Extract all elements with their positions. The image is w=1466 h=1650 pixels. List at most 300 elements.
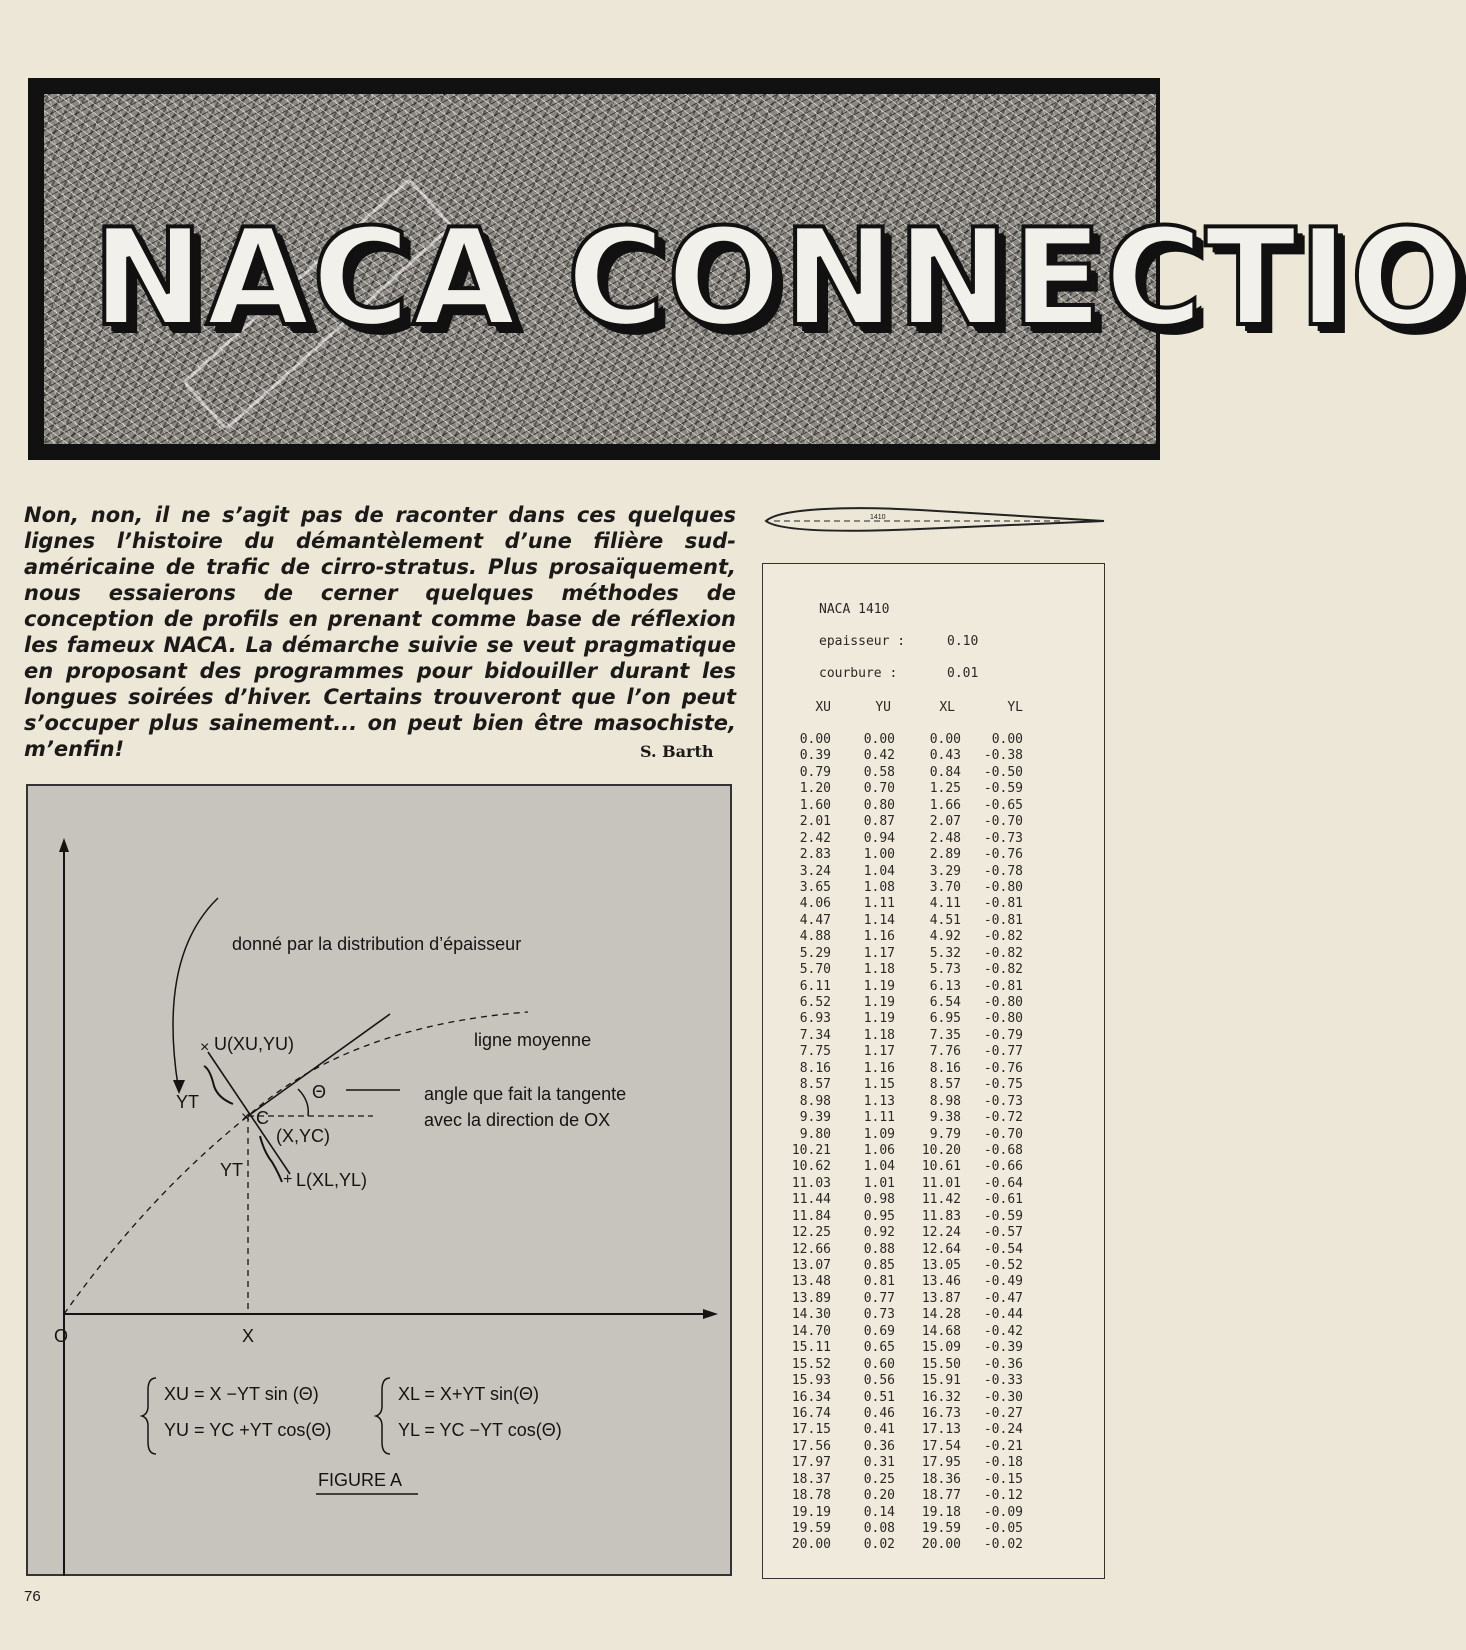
- cell-yu: 0.95: [863, 1208, 895, 1224]
- cell-xu: 11.44: [791, 1192, 831, 1208]
- table-row: [763, 962, 1104, 978]
- cell-xu: 6.11: [799, 978, 831, 994]
- cell-xu: 1.60: [799, 797, 831, 813]
- cell-yl: -0.81: [983, 912, 1023, 928]
- cell-xl: 9.38: [929, 1110, 961, 1126]
- cell-xl: 16.32: [921, 1389, 961, 1405]
- cell-yu: 0.14: [863, 1504, 895, 1520]
- cell-xl: 13.05: [921, 1258, 961, 1273]
- cell-xu: 2.42: [799, 830, 831, 846]
- table-row: [763, 1225, 1104, 1241]
- lower-point-marker: +: [283, 1171, 293, 1188]
- cell-yl: -0.24: [983, 1422, 1023, 1438]
- figure-diagram: [28, 786, 730, 1574]
- cell-yu: 1.19: [863, 978, 895, 994]
- cell-xl: 5.32: [929, 945, 961, 961]
- cell-xu: 13.07: [791, 1258, 831, 1273]
- cell-yl: -0.77: [983, 1044, 1023, 1060]
- theta-arc: [298, 1089, 308, 1116]
- x-label: X: [242, 1326, 255, 1346]
- table-row: [763, 1422, 1104, 1438]
- c-coords-label: (X,YC): [276, 1126, 330, 1146]
- table-row: [763, 732, 1104, 748]
- cell-xl: 15.09: [921, 1340, 961, 1356]
- cell-yl: -0.65: [983, 797, 1023, 813]
- title-banner: [28, 78, 1466, 460]
- cell-yl: -0.76: [983, 847, 1023, 863]
- cell-yu: 1.01: [863, 1175, 895, 1191]
- table-row: [763, 1127, 1104, 1143]
- cell-xl: 1.66: [929, 797, 961, 813]
- cell-xl: 15.91: [921, 1373, 961, 1389]
- cell-yu: 0.02: [863, 1537, 895, 1553]
- camber-value: 0.01: [947, 666, 979, 681]
- cell-yu: 1.13: [863, 1093, 895, 1109]
- cell-yl: -0.72: [983, 1110, 1023, 1126]
- thickness-label: epaisseur :: [819, 634, 906, 649]
- table-row: [763, 913, 1104, 929]
- cell-xu: 4.88: [799, 929, 831, 945]
- cell-xu: 0.00: [799, 732, 831, 747]
- cell-xl: 18.77: [921, 1488, 961, 1504]
- equation-xl: XL = X+YT sin(Θ): [398, 1384, 540, 1404]
- cell-xu: 15.93: [791, 1373, 831, 1389]
- lower-point-label: L(XL,YL): [296, 1170, 368, 1190]
- author-byline: S. Barth: [640, 742, 714, 761]
- cell-yu: 1.18: [863, 1027, 895, 1043]
- table-row: [763, 946, 1104, 962]
- table-row: [763, 1061, 1104, 1077]
- article-title: NACA CONNECTIO: [92, 200, 1466, 356]
- cell-xl: 10.20: [921, 1142, 961, 1158]
- cell-xl: 11.42: [921, 1192, 961, 1208]
- cell-xu: 8.16: [799, 1060, 831, 1076]
- cell-xl: 7.76: [929, 1044, 961, 1060]
- cell-xl: 11.83: [921, 1208, 961, 1224]
- cell-xu: 12.25: [791, 1225, 831, 1241]
- cell-yl: -0.15: [983, 1471, 1023, 1487]
- camber-label: courbure :: [819, 666, 898, 681]
- cell-yu: 0.92: [863, 1225, 895, 1241]
- cell-xl: 19.18: [921, 1504, 961, 1520]
- cell-xu: 16.74: [791, 1405, 831, 1421]
- cell-yu: 1.09: [863, 1126, 895, 1142]
- cell-yu: 1.18: [863, 962, 895, 978]
- cell-xu: 15.52: [791, 1356, 831, 1372]
- cell-yu: 0.36: [863, 1438, 895, 1454]
- cell-yu: 0.51: [863, 1389, 895, 1405]
- cell-xl: 3.70: [929, 879, 961, 895]
- cell-xl: 0.00: [929, 732, 961, 747]
- cell-xu: 11.84: [791, 1208, 831, 1224]
- cell-yl: -0.47: [983, 1290, 1023, 1306]
- upper-point-marker: ×: [200, 1039, 210, 1056]
- table-row: [763, 814, 1104, 830]
- cell-xu: 17.97: [791, 1455, 831, 1471]
- cell-yl: -0.76: [983, 1060, 1023, 1076]
- cell-yl: -0.82: [983, 945, 1023, 961]
- cell-xl: 2.89: [929, 847, 961, 863]
- cell-yu: 1.04: [863, 863, 895, 879]
- cell-xu: 19.59: [791, 1521, 831, 1536]
- cell-yl: -0.38: [983, 748, 1023, 764]
- cell-xl: 12.64: [921, 1241, 961, 1257]
- cell-yu: 0.20: [863, 1488, 895, 1504]
- cell-yu: 1.04: [863, 1159, 895, 1175]
- cell-yl: -0.39: [983, 1340, 1023, 1356]
- cell-yl: -0.57: [983, 1225, 1023, 1241]
- header-yu: YU: [875, 700, 891, 715]
- cell-yu: 1.19: [863, 995, 895, 1010]
- equation-yu: YU = YC +YT cos(Θ): [164, 1420, 332, 1440]
- cell-xu: 2.01: [799, 814, 831, 830]
- table-row: [763, 1357, 1104, 1373]
- table-body: [763, 732, 1104, 1554]
- cell-yu: 0.25: [863, 1471, 895, 1487]
- cell-yu: 0.81: [863, 1274, 895, 1290]
- cell-xl: 2.07: [929, 814, 961, 830]
- cell-yl: -0.05: [983, 1521, 1023, 1536]
- page-number: 76: [24, 1588, 41, 1605]
- cell-xl: 17.54: [921, 1438, 961, 1454]
- cell-xu: 9.80: [799, 1126, 831, 1142]
- cell-yu: 1.06: [863, 1142, 895, 1158]
- table-row: [763, 1472, 1104, 1488]
- cell-xl: 7.35: [929, 1027, 961, 1043]
- cell-xu: 14.70: [791, 1323, 831, 1339]
- cell-xl: 0.43: [929, 748, 961, 764]
- cell-yu: 0.85: [863, 1258, 895, 1273]
- cell-yu: 1.16: [863, 929, 895, 945]
- theta-label: Θ: [312, 1082, 327, 1102]
- cell-xl: 12.24: [921, 1225, 961, 1241]
- cell-xu: 20.00: [791, 1537, 831, 1553]
- cell-xu: 10.21: [791, 1142, 831, 1158]
- cell-yu: 0.00: [863, 732, 895, 747]
- cell-yl: -0.50: [983, 764, 1023, 780]
- thickness-note: donné par la distribution d’épaisseur: [232, 934, 522, 954]
- table-row: [763, 1143, 1104, 1159]
- cell-xl: 14.68: [921, 1323, 961, 1339]
- cell-xl: 8.57: [929, 1077, 961, 1093]
- yt-lower-label: YT: [220, 1160, 244, 1180]
- cell-yl: -0.68: [983, 1142, 1023, 1158]
- table-row: [763, 1324, 1104, 1340]
- cell-xl: 13.46: [921, 1274, 961, 1290]
- cell-xu: 19.19: [791, 1504, 831, 1520]
- cell-xu: 3.24: [799, 863, 831, 879]
- cell-yu: 0.77: [863, 1290, 895, 1306]
- cell-yl: -0.80: [983, 995, 1023, 1010]
- cell-xl: 6.95: [929, 1011, 961, 1027]
- table-row: [763, 1159, 1104, 1175]
- cell-yl: -0.70: [983, 814, 1023, 830]
- cell-xl: 9.79: [929, 1126, 961, 1142]
- airfoil-label: 1410: [870, 514, 886, 521]
- table-row: [763, 1439, 1104, 1455]
- cell-xu: 9.39: [799, 1110, 831, 1126]
- cell-xu: 11.03: [791, 1175, 831, 1191]
- table-row: [763, 1505, 1104, 1521]
- cell-yl: -0.80: [983, 1011, 1023, 1027]
- table-row: [763, 880, 1104, 896]
- cell-yl: -0.59: [983, 781, 1023, 797]
- table-row: [763, 1521, 1104, 1537]
- cell-yu: 1.00: [863, 847, 895, 863]
- cell-xu: 17.15: [791, 1422, 831, 1438]
- cell-xl: 11.01: [921, 1175, 961, 1191]
- cell-xl: 4.11: [929, 896, 961, 912]
- cell-yu: 0.69: [863, 1323, 895, 1339]
- cell-yu: 1.17: [863, 1044, 895, 1060]
- cell-yu: 0.60: [863, 1356, 895, 1372]
- c-label: C: [256, 1108, 269, 1128]
- cell-yu: 0.46: [863, 1405, 895, 1421]
- table-row: [763, 781, 1104, 797]
- table-row: [763, 1028, 1104, 1044]
- table-row: [763, 995, 1104, 1011]
- table-row: [763, 1242, 1104, 1258]
- cell-xu: 0.39: [799, 748, 831, 764]
- cell-yl: -0.81: [983, 978, 1023, 994]
- x-axis-arrow: [703, 1309, 718, 1319]
- cell-yl: -0.78: [983, 863, 1023, 879]
- cell-xu: 12.66: [791, 1241, 831, 1257]
- cell-yl: -0.02: [983, 1537, 1023, 1553]
- cell-xl: 4.51: [929, 912, 961, 928]
- cell-xu: 1.20: [799, 781, 831, 797]
- table-row: [763, 1011, 1104, 1027]
- cell-xu: 8.57: [799, 1077, 831, 1093]
- angle-note-line1: angle que fait la tangente: [424, 1084, 627, 1104]
- cell-yl: -0.27: [983, 1405, 1023, 1421]
- table-row: [763, 1110, 1104, 1126]
- table-row: [763, 1406, 1104, 1422]
- cell-xl: 15.50: [921, 1356, 961, 1372]
- cell-xu: 15.11: [791, 1340, 831, 1356]
- cell-xu: 13.48: [791, 1274, 831, 1290]
- table-row: [763, 1455, 1104, 1471]
- table-row: [763, 748, 1104, 764]
- camber-line: [819, 666, 979, 681]
- cell-yl: -0.61: [983, 1192, 1023, 1208]
- cell-xu: 5.70: [799, 962, 831, 978]
- cell-xl: 16.73: [921, 1405, 961, 1421]
- coordinates-table: [762, 563, 1105, 1579]
- cell-yl: -0.49: [983, 1274, 1023, 1290]
- cell-xl: 1.25: [929, 781, 961, 797]
- cell-xu: 7.34: [799, 1027, 831, 1043]
- cell-xl: 19.59: [921, 1521, 961, 1536]
- yt-upper-label: YT: [176, 1092, 200, 1112]
- cell-yu: 0.94: [863, 830, 895, 846]
- cell-yu: 0.80: [863, 797, 895, 813]
- center-point-marker: ×: [241, 1109, 251, 1126]
- cell-yu: 0.31: [863, 1455, 895, 1471]
- cell-yl: -0.36: [983, 1356, 1023, 1372]
- cell-xl: 20.00: [921, 1537, 961, 1553]
- cell-xu: 18.37: [791, 1471, 831, 1487]
- cell-yu: 1.17: [863, 945, 895, 961]
- left-equation-brace: [142, 1378, 156, 1454]
- cell-xl: 8.16: [929, 1060, 961, 1076]
- cell-xu: 6.93: [799, 1011, 831, 1027]
- header-xu: XU: [815, 700, 831, 715]
- y-axis-arrow: [59, 838, 69, 852]
- cell-yu: 1.15: [863, 1077, 895, 1093]
- table-row: [763, 1373, 1104, 1389]
- cell-xu: 16.34: [791, 1389, 831, 1405]
- header-xl: XL: [939, 700, 955, 715]
- cell-xl: 0.84: [929, 764, 961, 780]
- cell-xu: 18.78: [791, 1488, 831, 1504]
- table-row: [763, 765, 1104, 781]
- cell-yl: -0.81: [983, 896, 1023, 912]
- cell-yl: -0.59: [983, 1208, 1023, 1224]
- table-title: NACA 1410: [819, 602, 890, 617]
- cell-xu: 13.89: [791, 1290, 831, 1306]
- cell-xl: 6.13: [929, 978, 961, 994]
- table-row: [763, 847, 1104, 863]
- header-yl: YL: [1007, 700, 1023, 715]
- cell-xl: 14.28: [921, 1307, 961, 1323]
- cell-yl: -0.21: [983, 1438, 1023, 1454]
- cell-xl: 3.29: [929, 863, 961, 879]
- table-row: [763, 979, 1104, 995]
- cell-yu: 0.88: [863, 1241, 895, 1257]
- cell-xl: 13.87: [921, 1290, 961, 1306]
- cell-yl: -0.54: [983, 1241, 1023, 1257]
- cell-xl: 17.13: [921, 1422, 961, 1438]
- origin-label: O: [54, 1326, 69, 1346]
- airfoil-outline: [766, 508, 1104, 531]
- table-row: [763, 1209, 1104, 1225]
- cell-yu: 1.08: [863, 879, 895, 895]
- cell-xu: 5.29: [799, 945, 831, 961]
- upper-yt-brace: [204, 1066, 233, 1104]
- cell-yu: 0.98: [863, 1192, 895, 1208]
- cell-yu: 0.42: [863, 748, 895, 764]
- table-row: [763, 1094, 1104, 1110]
- cell-yl: -0.09: [983, 1504, 1023, 1520]
- cell-xu: 8.98: [799, 1093, 831, 1109]
- cell-xu: 7.75: [799, 1044, 831, 1060]
- cell-yl: -0.64: [983, 1175, 1023, 1191]
- cell-yl: 0.00: [991, 732, 1023, 747]
- table-row: [763, 864, 1104, 880]
- cell-yl: -0.80: [983, 879, 1023, 895]
- cell-xu: 17.56: [791, 1438, 831, 1454]
- table-row: [763, 1537, 1104, 1553]
- table-row: [763, 1044, 1104, 1060]
- table-row: [763, 1307, 1104, 1323]
- cell-yl: -0.82: [983, 962, 1023, 978]
- cell-yl: -0.73: [983, 1093, 1023, 1109]
- cell-yl: -0.42: [983, 1323, 1023, 1339]
- cell-yu: 1.11: [863, 1110, 895, 1126]
- cell-yu: 0.56: [863, 1373, 895, 1389]
- cell-yl: -0.44: [983, 1307, 1023, 1323]
- cell-xl: 10.61: [921, 1159, 961, 1175]
- table-row: [763, 1488, 1104, 1504]
- thickness-line: [819, 634, 979, 649]
- table-row: [763, 1258, 1104, 1274]
- cell-yl: -0.75: [983, 1077, 1023, 1093]
- equation-xu: XU = X −YT sin (Θ): [164, 1384, 319, 1404]
- cell-yl: -0.66: [983, 1159, 1023, 1175]
- cell-yu: 1.14: [863, 912, 895, 928]
- cell-yl: -0.82: [983, 929, 1023, 945]
- cell-yu: 0.73: [863, 1307, 895, 1323]
- cell-yu: 0.65: [863, 1340, 895, 1356]
- table-row: [763, 1340, 1104, 1356]
- cell-yu: 0.41: [863, 1422, 895, 1438]
- cell-xl: 5.73: [929, 962, 961, 978]
- equation-yl: YL = YC −YT cos(Θ): [398, 1420, 562, 1440]
- table-row: [763, 1291, 1104, 1307]
- cell-xu: 4.06: [799, 896, 831, 912]
- table-row: [763, 1192, 1104, 1208]
- cell-yl: -0.12: [983, 1488, 1023, 1504]
- cell-xl: 2.48: [929, 830, 961, 846]
- cell-xl: 8.98: [929, 1093, 961, 1109]
- figure-caption: FIGURE A: [318, 1470, 403, 1490]
- cell-yu: 0.58: [863, 764, 895, 780]
- cell-yl: -0.79: [983, 1027, 1023, 1043]
- cell-yu: 1.16: [863, 1060, 895, 1076]
- mean-line-curve: [64, 1012, 528, 1314]
- table-row: [763, 1176, 1104, 1192]
- cell-xu: 14.30: [791, 1307, 831, 1323]
- cell-xu: 4.47: [799, 912, 831, 928]
- angle-note-line2: avec la direction de OX: [424, 1110, 611, 1130]
- table-row: [763, 1077, 1104, 1093]
- cell-yl: -0.18: [983, 1455, 1023, 1471]
- cell-xl: 17.95: [921, 1455, 961, 1471]
- right-equation-brace: [376, 1378, 390, 1454]
- cell-yl: -0.52: [983, 1258, 1023, 1273]
- mean-line-label: ligne moyenne: [474, 1030, 592, 1050]
- cell-xl: 18.36: [921, 1471, 961, 1487]
- cell-xl: 6.54: [929, 995, 961, 1010]
- table-row: [763, 1390, 1104, 1406]
- cell-xu: 6.52: [799, 995, 831, 1010]
- cell-yu: 0.08: [863, 1521, 895, 1536]
- cell-xu: 0.79: [799, 764, 831, 780]
- cell-xl: 4.92: [929, 929, 961, 945]
- cell-xu: 3.65: [799, 879, 831, 895]
- table-row: [763, 798, 1104, 814]
- thickness-value: 0.10: [947, 634, 979, 649]
- cell-yl: -0.30: [983, 1389, 1023, 1405]
- cell-yu: 0.70: [863, 781, 895, 797]
- intro-paragraph: Non, non, il ne s’agit pas de raconter dans ces quelques lignes l’histoire du démantèlement d’une filière sud-américaine de trafic de cirro-stratus. Plus prosaïquement, nous essaierons de cerner quelques méthodes de conception de profils en prenant comme base de réflexion les fameux NACA. La démarche suivie se veut pragmatique en proposant des programmes pour bidouiller durant les longues soirées d’hiver. Certains trouveront que l’on peut s’occuper plus sainement... on peut bien être masochiste, m’enfin!: [24, 503, 736, 761]
- table-row: [763, 929, 1104, 945]
- table-row: [763, 1274, 1104, 1290]
- table-row: [763, 896, 1104, 912]
- cell-xu: 10.62: [791, 1159, 831, 1175]
- cell-yu: 1.11: [863, 896, 895, 912]
- table-row: [763, 831, 1104, 847]
- cell-xu: 2.83: [799, 847, 831, 863]
- cell-yl: -0.33: [983, 1373, 1023, 1389]
- cell-yl: -0.70: [983, 1126, 1023, 1142]
- cell-yu: 0.87: [863, 814, 895, 830]
- cell-yu: 1.19: [863, 1011, 895, 1027]
- upper-point-label: U(XU,YU): [214, 1034, 294, 1054]
- cell-yl: -0.73: [983, 830, 1023, 846]
- figure-a: [26, 784, 732, 1576]
